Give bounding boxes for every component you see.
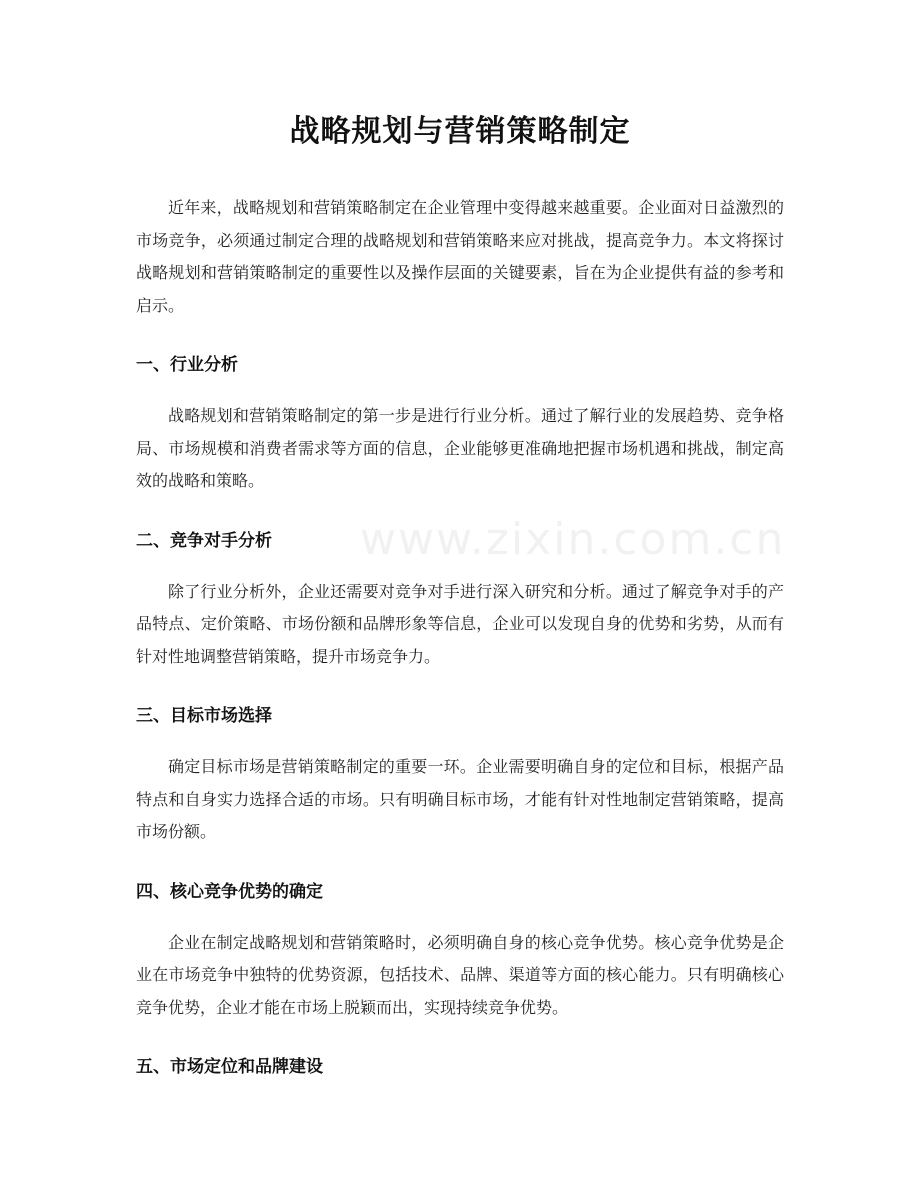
- section-body-industry-analysis: 战略规划和营销策略制定的第一步是进行行业分析。通过了解行业的发展趋势、竞争格局、市场规模和消费者需求等方面的信息，企业能够更准确地把握市场机遇和挑战，制定高效的战略和策略。: [136, 406, 784, 490]
- section-body-core-advantage: 企业在制定战略规划和营销策略时，必须明确自身的核心竞争优势。核心竞争优势是企业在市场竞争中独特的优势资源，包括技术、品牌、渠道等方面的核心能力。只有明确核心竞争优势，企业才能在市场上脱颖而出，实现持续竞争优势。: [136, 932, 784, 1017]
- section-heading-target-market: 三、目标市场选择: [136, 706, 272, 726]
- intro-paragraph: 近年来，战略规划和营销策略制定在企业管理中变得越来越重要。企业面对日益激烈的市场竞争，必须通过制定合理的战略规划和营销策略来应对挑战，提高竞争力。本文将探讨战略规划和营销策略制定的重要性以及操作层面的关键要素，旨在为企业提供有益的参考和启示。: [136, 198, 784, 315]
- document-title: 战略规划与营销策略制定: [289, 114, 631, 149]
- section-heading-competitor-analysis: 二、竞争对手分析: [136, 530, 272, 551]
- section-body-competitor-analysis: 除了行业分析外，企业还需要对竞争对手进行深入研究和分析。通过了解竞争对手的产品特点、定价策略、市场份额和品牌形象等信息，企业可以发现自身的优势和劣势，从而有针对性地调整营销策略，提升市场竞争力。: [136, 581, 784, 666]
- section-body-target-market: 确定目标市场是营销策略制定的重要一环。企业需要明确自身的定位和目标，根据产品特点和自身实力选择合适的市场。只有明确目标市场，才能有针对性地制定营销策略，提高市场份额。: [136, 757, 784, 841]
- section-heading-core-advantage: 四、核心竞争优势的确定: [136, 881, 323, 902]
- section-heading-industry-analysis: 一、行业分析: [136, 355, 238, 375]
- watermark-text: www.zixin.com.cn: [360, 514, 786, 565]
- section-heading-positioning-branding: 五、市场定位和品牌建设: [136, 1057, 323, 1077]
